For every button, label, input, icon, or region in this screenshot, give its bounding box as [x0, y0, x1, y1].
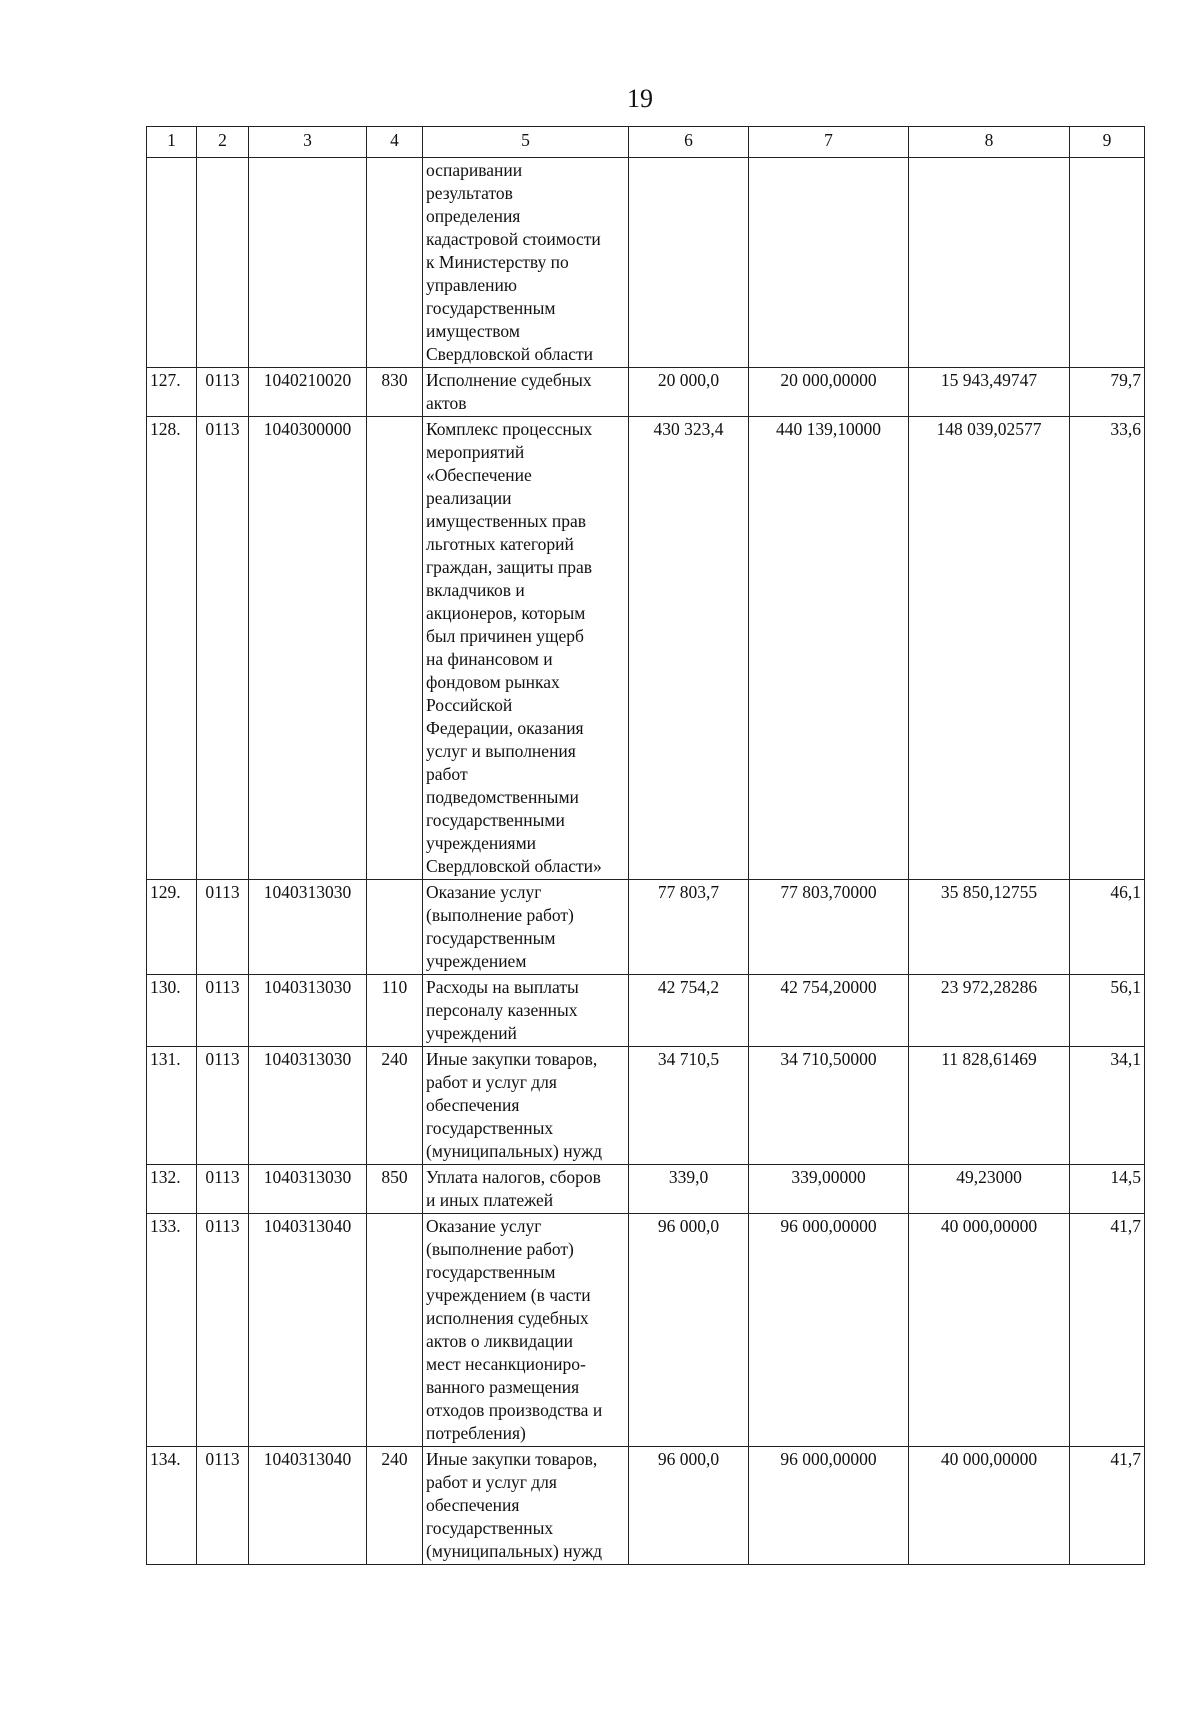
- item-name-line: на финансовом и: [426, 649, 553, 669]
- column-header: 4: [367, 127, 423, 158]
- refined-amount: 339,00000: [749, 1165, 909, 1214]
- item-name-line: актов: [426, 393, 467, 413]
- approved-amount: 430 323,4: [629, 417, 749, 880]
- table-row: [147, 1214, 1145, 1447]
- table-row: [147, 1447, 1145, 1565]
- expense-type-code: [367, 1214, 423, 1447]
- item-name: [423, 880, 629, 975]
- table-row: [147, 417, 1145, 880]
- target-article-code: [249, 158, 367, 368]
- item-name: [423, 417, 629, 880]
- row-number: 133.: [147, 1214, 197, 1447]
- section-code: [197, 158, 249, 368]
- target-article-code: 1040210020: [249, 368, 367, 417]
- target-article-code: 1040313030: [249, 1165, 367, 1214]
- item-name-line: Иные закупки товаров,: [426, 1449, 598, 1469]
- target-article-code: 1040313040: [249, 1214, 367, 1447]
- item-name-line: вкладчиков и: [426, 580, 525, 600]
- item-name: [423, 158, 629, 368]
- row-number: 127.: [147, 368, 197, 417]
- item-name: [423, 1165, 629, 1214]
- column-header: 5: [423, 127, 629, 158]
- item-name-line: работ: [426, 764, 468, 784]
- item-name-line: Оказание услуг: [426, 1216, 542, 1236]
- item-name-line: государственным: [426, 1262, 556, 1282]
- section-code: 0113: [197, 417, 249, 880]
- approved-amount: 339,0: [629, 1165, 749, 1214]
- table-row: [147, 975, 1145, 1047]
- item-name-line: (муниципальных) нужд: [426, 1541, 603, 1561]
- section-code: 0113: [197, 1165, 249, 1214]
- approved-amount: 20 000,0: [629, 368, 749, 417]
- item-name-line: Исполнение судебных: [426, 370, 592, 390]
- item-name-line: имуществом: [426, 321, 520, 341]
- approved-amount: 77 803,7: [629, 880, 749, 975]
- item-name-line: учреждениями: [426, 833, 537, 853]
- refined-amount: 42 754,20000: [749, 975, 909, 1047]
- expense-type-code: 240: [367, 1447, 423, 1565]
- refined-amount: 96 000,00000: [749, 1447, 909, 1565]
- item-name-line: государственных: [426, 1518, 554, 1538]
- item-name-line: обеспечения: [426, 1095, 520, 1115]
- table-body: [147, 158, 1145, 1565]
- section-code: 0113: [197, 1447, 249, 1565]
- item-name-line: мест несанкциониро-: [426, 1354, 586, 1374]
- section-code: 0113: [197, 975, 249, 1047]
- item-name-line: Иные закупки товаров,: [426, 1049, 598, 1069]
- header-row: [147, 127, 1145, 158]
- expense-type-code: 850: [367, 1165, 423, 1214]
- item-name-line: потребления): [426, 1423, 526, 1443]
- executed-amount: 40 000,00000: [909, 1447, 1070, 1565]
- item-name-line: кадастровой стоимости: [426, 229, 601, 249]
- page-number: 19: [627, 84, 653, 113]
- item-name-line: учреждением (в части: [426, 1285, 591, 1305]
- expense-type-code: [367, 880, 423, 975]
- item-name-line: учреждений: [426, 1023, 517, 1043]
- row-number: [147, 158, 197, 368]
- table-row: [147, 158, 1145, 368]
- row-number: 132.: [147, 1165, 197, 1214]
- executed-amount: [909, 158, 1070, 368]
- section-code: 0113: [197, 1047, 249, 1165]
- refined-amount: 440 139,10000: [749, 417, 909, 880]
- item-name-line: результатов: [426, 183, 513, 203]
- refined-amount: 96 000,00000: [749, 1214, 909, 1447]
- expense-type-code: 240: [367, 1047, 423, 1165]
- item-name-line: Расходы на выплаты: [426, 977, 579, 997]
- item-name-line: обеспечения: [426, 1495, 520, 1515]
- item-name-line: реализации: [426, 488, 512, 508]
- item-name: [423, 975, 629, 1047]
- execution-percent: 46,1: [1070, 880, 1145, 975]
- item-name-line: (муниципальных) нужд: [426, 1141, 603, 1161]
- approved-amount: 96 000,0: [629, 1214, 749, 1447]
- target-article-code: 1040300000: [249, 417, 367, 880]
- expense-type-code: 110: [367, 975, 423, 1047]
- item-name-line: услуг и выполнения: [426, 741, 576, 761]
- item-name-line: исполнения судебных: [426, 1308, 589, 1328]
- item-name: [423, 368, 629, 417]
- execution-percent: 56,1: [1070, 975, 1145, 1047]
- section-code: 0113: [197, 368, 249, 417]
- row-number: 130.: [147, 975, 197, 1047]
- table-row: [147, 368, 1145, 417]
- table-row: [147, 1047, 1145, 1165]
- row-number: 128.: [147, 417, 197, 880]
- execution-percent: 79,7: [1070, 368, 1145, 417]
- section-code: 0113: [197, 880, 249, 975]
- execution-percent: [1070, 158, 1145, 368]
- expense-type-code: 830: [367, 368, 423, 417]
- execution-percent: 41,7: [1070, 1214, 1145, 1447]
- item-name-line: управлению: [426, 275, 517, 295]
- executed-amount: 49,23000: [909, 1165, 1070, 1214]
- item-name-line: к Министерству по: [426, 252, 569, 272]
- item-name: [423, 1047, 629, 1165]
- item-name: [423, 1214, 629, 1447]
- execution-percent: 33,6: [1070, 417, 1145, 880]
- row-number: 129.: [147, 880, 197, 975]
- target-article-code: 1040313040: [249, 1447, 367, 1565]
- item-name-line: ванного размещения: [426, 1377, 580, 1397]
- item-name-line: учреждением: [426, 951, 527, 971]
- item-name-line: фондовом рынках: [426, 672, 560, 692]
- expense-type-code: [367, 417, 423, 880]
- column-header: 7: [749, 127, 909, 158]
- item-name-line: Уплата налогов, сборов: [426, 1167, 601, 1187]
- item-name-line: персоналу казенных: [426, 1000, 578, 1020]
- item-name-line: государственным: [426, 928, 556, 948]
- budget-table: [146, 126, 1145, 1565]
- item-name-line: работ и услуг для: [426, 1072, 557, 1092]
- executed-amount: 15 943,49747: [909, 368, 1070, 417]
- target-article-code: 1040313030: [249, 1047, 367, 1165]
- item-name-line: льготных категорий: [426, 534, 574, 554]
- executed-amount: 11 828,61469: [909, 1047, 1070, 1165]
- refined-amount: [749, 158, 909, 368]
- item-name-line: актов о ликвидации: [426, 1331, 573, 1351]
- target-article-code: 1040313030: [249, 975, 367, 1047]
- column-header: 9: [1070, 127, 1145, 158]
- column-header: 6: [629, 127, 749, 158]
- item-name-line: определения: [426, 206, 521, 226]
- item-name-line: Федерации, оказания: [426, 718, 584, 738]
- item-name-line: и иных платежей: [426, 1190, 554, 1210]
- approved-amount: [629, 158, 749, 368]
- refined-amount: 77 803,70000: [749, 880, 909, 975]
- item-name-line: Российской: [426, 695, 513, 715]
- item-name-line: «Обеспечение: [426, 465, 532, 485]
- item-name-line: государственных: [426, 1118, 554, 1138]
- executed-amount: 23 972,28286: [909, 975, 1070, 1047]
- item-name-line: Свердловской области: [426, 344, 594, 364]
- item-name-line: акционеров, которым: [426, 603, 586, 623]
- execution-percent: 34,1: [1070, 1047, 1145, 1165]
- column-header: 8: [909, 127, 1070, 158]
- target-article-code: 1040313030: [249, 880, 367, 975]
- column-header: 1: [147, 127, 197, 158]
- executed-amount: 35 850,12755: [909, 880, 1070, 975]
- item-name-line: оспаривании: [426, 160, 523, 180]
- executed-amount: 148 039,02577: [909, 417, 1070, 880]
- row-number: 131.: [147, 1047, 197, 1165]
- item-name-line: отходов производства и: [426, 1400, 603, 1420]
- table-row: [147, 880, 1145, 975]
- column-header: 2: [197, 127, 249, 158]
- approved-amount: 42 754,2: [629, 975, 749, 1047]
- item-name-line: Свердловской области»: [426, 856, 602, 876]
- item-name-line: был причинен ущерб: [426, 626, 584, 646]
- executed-amount: 40 000,00000: [909, 1214, 1070, 1447]
- execution-percent: 14,5: [1070, 1165, 1145, 1214]
- table-row: [147, 1165, 1145, 1214]
- item-name-line: имущественных прав: [426, 511, 586, 531]
- approved-amount: 96 000,0: [629, 1447, 749, 1565]
- item-name-line: Комплекс процессных: [426, 419, 593, 439]
- item-name-line: работ и услуг для: [426, 1472, 557, 1492]
- item-name-line: подведомственными: [426, 787, 579, 807]
- expense-type-code: [367, 158, 423, 368]
- approved-amount: 34 710,5: [629, 1047, 749, 1165]
- item-name-line: (выполнение работ): [426, 1239, 574, 1259]
- item-name: [423, 1447, 629, 1565]
- execution-percent: 41,7: [1070, 1447, 1145, 1565]
- item-name-line: (выполнение работ): [426, 905, 574, 925]
- item-name-line: Оказание услуг: [426, 882, 542, 902]
- item-name-line: государственным: [426, 298, 556, 318]
- column-header: 3: [249, 127, 367, 158]
- refined-amount: 34 710,50000: [749, 1047, 909, 1165]
- refined-amount: 20 000,00000: [749, 368, 909, 417]
- item-name-line: граждан, защиты прав: [426, 557, 593, 577]
- item-name-line: мероприятий: [426, 442, 525, 462]
- item-name-line: государственными: [426, 810, 565, 830]
- row-number: 134.: [147, 1447, 197, 1565]
- section-code: 0113: [197, 1214, 249, 1447]
